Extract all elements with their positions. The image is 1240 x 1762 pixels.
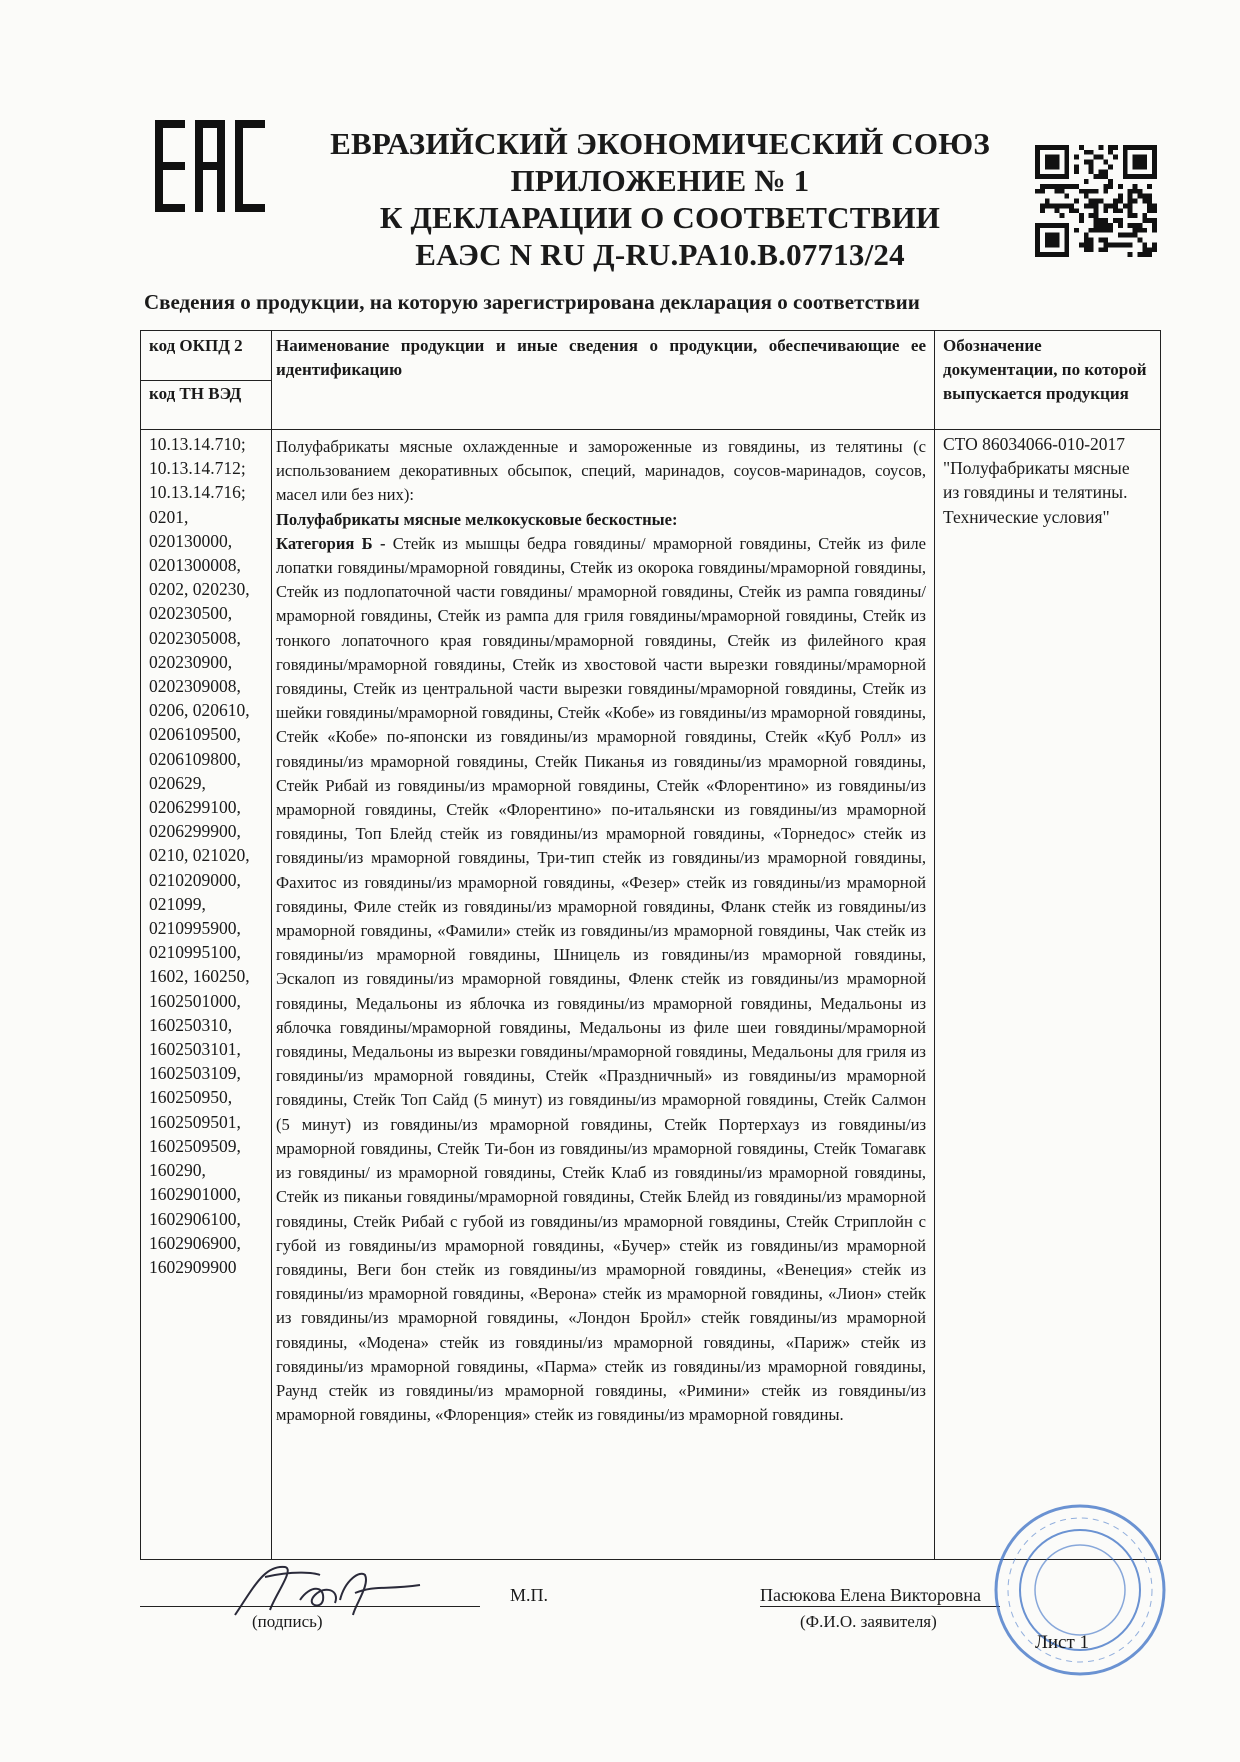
- product-code: 0206, 020610,: [149, 700, 250, 721]
- product-code: 0210995900,: [149, 918, 241, 939]
- product-code: 1602501000,: [149, 990, 241, 1011]
- products-subtitle: Сведения о продукции, на которую зарегистрирована декларация о соответствии: [144, 290, 920, 314]
- title-line-declaration: К ДЕКЛАРАЦИИ О СООТВЕТСТВИИ: [379, 200, 941, 235]
- product-code: 1602, 160250,: [149, 966, 250, 987]
- product-code: 1602509509,: [149, 1135, 241, 1156]
- product-code: 10.13.14.710;: [149, 434, 246, 454]
- tnved-header: код ТН ВЭД: [149, 384, 242, 403]
- product-code: 0206109800,: [149, 748, 241, 769]
- product-code: 021099,: [149, 893, 206, 914]
- documentation-header: Обозначение документации, по которой выпускается продукция: [943, 336, 1147, 403]
- category-products: Стейк из мышцы бедра говядины/ мраморной говядины, Стейк из филе лопатки говядины/мраморной говядины, Стейк из окорока говядины/мраморной говядины, Стейк из подлопаточной части говядины/ мраморной говядины, Стейк из рампа говядины/мраморной говядины, Стейк из рампа для гриля говядины/мраморной говядины, Стейк из тонкого лопаточного края говядины/мраморной говядины, Стейк из филейного края говядины/мраморной говядины, Стейк из хвостовой части вырезки говядины/мраморной говядины, Стейк из центральной части вырезки говядины/мраморной говядины, Стейк из шейки говядины/мраморной говядины, Стейк «Кобе» из говядины/из мраморной говядины, Стейк «Кобе» по-японски из говядины/из мраморной говядины, Стейк «Куб Ролл» из говядины/из мраморной говядины, Стейк Пиканья из говядины/из мраморной говядины, Стейк Рибай из говядины/из мраморной говядины, Стейк «Флорентино» из говядины/из мраморной говядины, Стейк «Флорентино» по-итальянски из говядины/из мраморной говядины, Топ Блейд стейк из говядины/из мраморной говядины, «Торнедос» стейк из говядины/из мраморной говядины, Три-тип стейк из говядины/из мраморной говядины, Фахитос из говядины/из мраморной говядины, «Фезер» стейк из говядины/из мраморной говядины, Филе стейк из говядины/из мраморной говядины, Фланк стейк из говядины/из мраморной говядины, «Фамили» стейк из говядины/из мраморной говядины, Чак стейк из говядины/из мраморной говядины, Шницель из говядины/из мраморной говядины, Эскалоп из говядины/из мраморной говядины, Фленк стейк из говядины/из мраморной говядины, Медальоны из яблочка из говядины/из мраморной говядины, Медальоны из яблочка говядины/мраморной говядины, Медальоны из филе шеи говядины/мраморной говядины, Медальоны из вырезки говядины/мраморной говядины, Медальоны для гриля из говядины/из мраморной говядины, Стейк «Праздничный» из говядины/из мраморной говядины, Стейк Топ Сайд (5 минут) из говядины/из мраморной говядины, Стейк Салмон (5 минут) из говядины/из мраморной говядины, Стейк Портерхауз из говядины/из мраморной говядины, Стейк Ти-бон из говядины/из мраморной говядины, Стейк Томагавк из говядины/ из мраморной говядины, Стейк Клаб из говядины/из мраморной говядины, Стейк из пиканьи говядины/мраморной говядины, Стейк Блейд из говядины/из мраморной говядины, Стейк Рибай с губой из говядины/из мраморной говядины, Стейк Стриплойн с губой из говядины/из мраморной говядины, «Бучер» стейк из говядины/из мраморной говядины, Веги бон стейк из говядины/из мраморной говядины, «Венеция» стейк из говядины/из мраморной говядины, «Верона» стейк из мраморной говядины, «Лион» стейк из говядины/из мраморной говядины, «Лондон Бройл» стейк говядины/из мраморной говядины, «Модена» стейк из говядины/из мраморной говядины, «Париж» стейк из говядины/из мраморной говядины, «Парма» стейк из говядины/из мраморной говядины, Раунд стейк из говядины/из мраморной говядины, «Римини» стейк из говядины/из мраморной говядины, «Флоренция» стейк из говядины/из мраморной говядины.: [276, 533, 926, 1425]
- applicant-name-line: [760, 1606, 1000, 1607]
- product-code: 10.13.14.712;: [149, 458, 246, 479]
- product-code: 020130000,: [149, 530, 233, 551]
- product-code: 160290,: [149, 1160, 206, 1181]
- seal-place-label: М.П.: [510, 1585, 549, 1605]
- eac-logo: [155, 120, 265, 212]
- product-description: [276, 435, 926, 1427]
- product-code: 0202305008,: [149, 627, 241, 648]
- product-code: 1602906100,: [149, 1208, 241, 1229]
- product-code: 10.13.14.716;: [149, 482, 246, 503]
- product-code: 1602901000,: [149, 1184, 241, 1205]
- product-code: 0202, 020230,: [149, 579, 250, 600]
- product-code: 0206299900,: [149, 821, 241, 842]
- product-codes-list: [149, 432, 250, 1279]
- product-name-header: Наименование продукции и иные сведения о продукции, обеспечивающие ее идентификацию: [276, 336, 926, 379]
- product-code: 0206109500,: [149, 724, 241, 745]
- sheet-number: Лист 1: [1035, 1632, 1090, 1653]
- product-code: 020230500,: [149, 603, 233, 624]
- column-divider: [271, 331, 272, 1559]
- product-code: 0201300008,: [149, 555, 241, 576]
- signature-caption: (подпись): [252, 1612, 323, 1631]
- okpd-header: код ОКПД 2: [149, 336, 243, 355]
- product-code: 0210995100,: [149, 942, 241, 963]
- product-code: 0210, 021020,: [149, 845, 250, 866]
- column-divider: [934, 331, 935, 1559]
- product-section-title: Полуфабрикаты мясные мелкокусковые бескостные:: [276, 509, 678, 529]
- header-divider: [141, 429, 1160, 430]
- product-intro: Полуфабрикаты мясные охлажденные и замороженные из говядины, из телятины (с использованием декоративных обсыпок, специй, маринадов, соусов-маринадов, соусов, масел или без них):: [276, 437, 926, 505]
- product-code: 1602503109,: [149, 1063, 241, 1084]
- standard-reference: СТО 86034066-010-2017 "Полуфабрикаты мясные из говядины и телятины. Технические условия": [943, 434, 1130, 527]
- product-code: 160250950,: [149, 1087, 233, 1108]
- signature-line: [140, 1606, 480, 1607]
- document-title: [300, 125, 1020, 273]
- product-code: 1602909900: [149, 1256, 237, 1277]
- product-code: 0202309008,: [149, 676, 241, 697]
- code-header-divider: [141, 380, 271, 381]
- product-code: 1602503101,: [149, 1039, 241, 1060]
- applicant-name: Пасюкова Елена Викторовна: [760, 1585, 981, 1605]
- product-code: 020230900,: [149, 651, 233, 672]
- title-line-union: ЕВРАЗИЙСКИЙ ЭКОНОМИЧЕСКИЙ СОЮЗ: [330, 126, 990, 161]
- product-code: 160250310,: [149, 1014, 233, 1035]
- product-code: 0201,: [149, 506, 189, 527]
- applicant-name-caption: (Ф.И.О. заявителя): [800, 1612, 937, 1631]
- title-line-number: ЕАЭС N RU Д-RU.PA10.B.07713/24: [415, 237, 905, 272]
- category-label: Категория Б -: [276, 533, 386, 553]
- product-code: 0210209000,: [149, 869, 241, 890]
- product-code: 0206299100,: [149, 797, 241, 818]
- qr-code-icon: [1035, 145, 1157, 257]
- product-code: 020629,: [149, 772, 206, 793]
- product-code: 1602509501,: [149, 1111, 241, 1132]
- products-table: [140, 330, 1161, 1560]
- product-code: 1602906900,: [149, 1232, 241, 1253]
- title-line-appendix: ПРИЛОЖЕНИЕ № 1: [510, 163, 810, 198]
